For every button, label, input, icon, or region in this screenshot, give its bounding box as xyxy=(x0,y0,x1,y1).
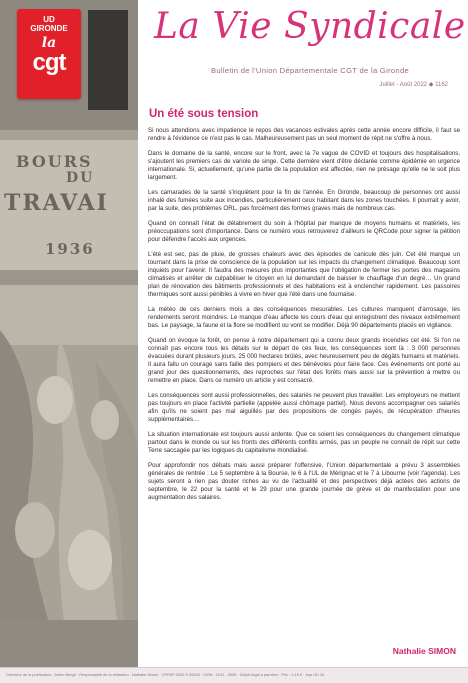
paragraph: Si nous attendions avec impatience le repos des vacances estivales après cette année encore difficile, il faut se rendre à l'évidence ce n'est pas le cas. Malheureusement pas un seul moment de répit ne s'offre à nous. xyxy=(148,127,460,142)
cover-photo xyxy=(0,0,138,667)
paragraph: Dans le domaine de la santé, encore sur le front, avec la 7e vague de COVID et toujours des hospitalisations, s'ajoutent les premiers cas de variole de singe. Cette dernière vient d'être déclarée comme épidémie en urgence internationale. Si, actuellement, qu'une partie de la population est affectée, rien ne présage qu'elle ne le soit plus largement. xyxy=(148,150,460,181)
masthead-subtitle: Bulletin de l'Union Départementale CGT de la Gironde xyxy=(211,66,409,75)
author-signature: Nathalie SIMON xyxy=(392,646,456,656)
issue-info: Juillet - Août 2022 ◆ 1162 xyxy=(379,82,448,88)
logo-line2: GIRONDE xyxy=(30,24,68,33)
engraved-text-line3: TRAVAI xyxy=(4,190,109,216)
paragraph: La météo de ces derniers mois a des conséquences mesurables. Les cultures manquent d'arrosage, les rendements seront moindres. Le manque d'eau affecte les cours d'eau qui enregistrent des niveaux extrêmement bas. Le paysage, la faune et la flore se modifient ou vont se modifier. Déjà 90 départements placés en vigilance. xyxy=(148,306,460,329)
paragraph: La situation internationale est toujours aussi ardente. Que ce soient les conséquences du changement climatique partout dans le monde ou sur les fronts des différents conflits armés, pas un peuple ne connaît de répit sur cette Terre saccagée par les logiques du capitalisme mondialisé. xyxy=(148,431,460,454)
footer-bar xyxy=(0,667,468,683)
article-heading: Un été sous tension xyxy=(149,108,259,120)
paragraph: Quand on évoque la forêt, on pense à notre département qui a connu deux grands incendies cet été. Si l'on ne connaît pas encore tous les détails sur le départ de ces feux, les conséquences sont là : 3 000 personnes évacuées durant plusieurs jours, 25 000 hectares brûlés, avec heureusement peu de dégâts humains et matériels. Il aura fallu un courage sans faille des pompiers et des bénévoles pour faire face. Ces événements ont porté au grand jour des questionnements, des reproches sur l'état des forêts mais aussi sur la prévention à mettre ou remettre en place. Dans ce numéro un article y est consacré. xyxy=(148,337,460,384)
paragraph: Les camarades de la santé s'inquiètent pour la fin de l'année. En Gironde, beaucoup de personnes ont aussi inhalé des fumées suite aux incendies, particulièrement ceux habitant dans les zones touchées. Il pourrait y avoir, par la suite, des problèmes ORL, pas forcément des formes graves mais de nombreux cas. xyxy=(148,189,460,212)
logo-la: la xyxy=(41,35,57,51)
cgt-logo xyxy=(17,9,81,99)
logo-line1: UD xyxy=(43,15,55,24)
paragraph: Pour approfondir nos débats mais aussi préparer l'offensive, l'Union départementale a prévu 3 assemblées générales de rentrée : Le 5 septembre à la Bourse, le 6 à l'UL de Mérignac et le 7 à Libourne (voir l'agenda). Les sujets seront à rien pas douter riches au vu de l'actualité et des perspectives déjà actées des actions de septembre, le 22 pour la santé et le 29 pour une grande journée de grève et de manifestation pour une augmentation des salaires. xyxy=(148,462,460,501)
paragraph: Quand on connaît l'état de délabrement du soin à l'hôpital par manque de moyens humains et matériels, les préoccupations sont d'importance. Dans ce numéro vous retrouverez d'ailleurs le QRCode pour signer la pétition pour défendre l'accès aux urgences. xyxy=(148,220,460,243)
masthead-title: La Vie Syndicale xyxy=(154,6,466,47)
paragraph: Les conséquences sont aussi professionnelles, des salariés ne peuvent plus travailler. Les employeurs ne mettent pas toujours en place l'activité partielle (appelée aussi chômage partiel). Nous devons accompagner ces salariés afin qu'ils ne soient pas mal aiguillés par des propositions de congés payés, de récupération d'heures supplémentaires… xyxy=(148,392,460,423)
logo-cgt: cgt xyxy=(32,49,66,76)
paragraph: L'été est sec, pas de pluie, de grosses chaleurs avec des épisodes de canicule dès juin. Cet été marque un tournant dans la prise de conscience de la population sur les impacts du changement climatique. Beaucoup sont inquiets pour l'avenir. Il faudra des mesures plus importantes que l'obligation de fermer les portes des magasins climatisés et arrêter de culpabiliser le citoyen en lui demandant de baisser le chauffage d'un degré… Un grand plan de rénovation des bâtiments professionnels et des habitations est à enclencher rapidement. Les passoires thermiques sont aussi pénibles à vivre en hiver que l'été dans une fournaise. xyxy=(148,251,460,298)
article-body xyxy=(148,127,460,508)
footer-legal-text: Directeur de la publication : Julien Bergé · Responsable de la rédaction : Nathalie Simon · CPPAP 0300 S 05345 · ISSN : 2101 - 3306 · Dépôt légal à parution · Prix : 0,15 € · Imp UD 33 xyxy=(6,672,325,677)
engraved-year: 1936 xyxy=(45,240,95,258)
building-facade-image xyxy=(0,0,138,667)
engraved-text-line1: BOURS xyxy=(16,152,93,171)
engraved-text-line2: DU xyxy=(66,170,95,186)
